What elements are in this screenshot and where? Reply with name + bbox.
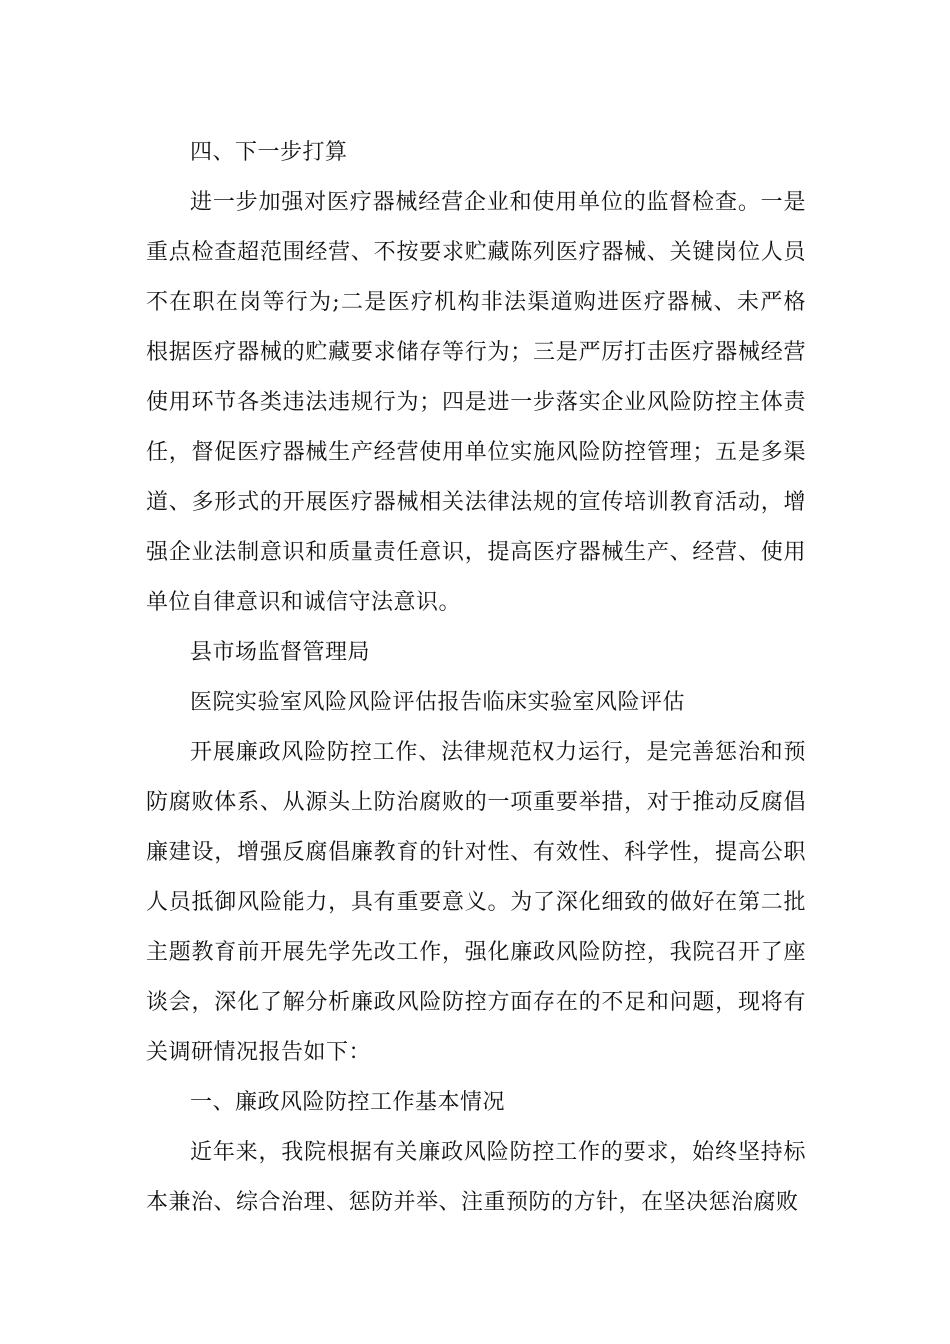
paragraph-intro: 开展廉政风险防控工作、法律规范权力运行，是完善惩治和预防腐败体系、从源头上防治腐败的一项重要举措，对于推动反腐倡廉建设，增强反腐倡廉教育的针对性、有效性、科学性，提高公职人员抵御风险能力，具有重要意义。为了深化细致的做好在第二批主题教育前开展先学先改工作，强化廉政风险防控，我院召开了座谈会，深化了解分析廉政风险防控方面存在的不足和问题，现将有关调研情况报告如下：	[146, 740, 806, 1065]
paragraph-supervision-plan: 进一步加强对医疗器械经营企业和使用单位的监督检查。一是重点检查超范围经营、不按要求贮藏陈列医疗器械、关键岗位人员不在职在岗等行为;二是医疗机构非法渠道购进医疗器械、未严格根据医疗器械的贮藏要求储存等行为；三是严厉打击医疗器械经营使用环节各类违法违规行为；四是进一步落实企业风险防控主体责任，督促医疗器械生产经营使用单位实施风险防控管理；五是多渠道、多形式的开展医疗器械相关法律法规的宣传培训教育活动，增强企业法制意识和质量责任意识，提高医疗器械生产、经营、使用单位自律意识和诚信守法意识。	[146, 190, 806, 615]
document-body	[146, 128, 806, 1228]
section-heading-next-steps: 四、下一步打算	[190, 140, 348, 165]
report-title: 医院实验室风险风险评估报告临床实验室风险评估	[190, 690, 686, 715]
section-heading-basic-situation: 一、廉政风险防控工作基本情况	[190, 1090, 506, 1115]
paragraph-recent-years: 近年来，我院根据有关廉政风险防控工作的要求，始终坚持标本兼治、综合治理、惩防并举、注重预防的方针，在坚决惩治腐败	[146, 1140, 806, 1215]
signature-bureau: 县市场监督管理局	[190, 640, 371, 665]
